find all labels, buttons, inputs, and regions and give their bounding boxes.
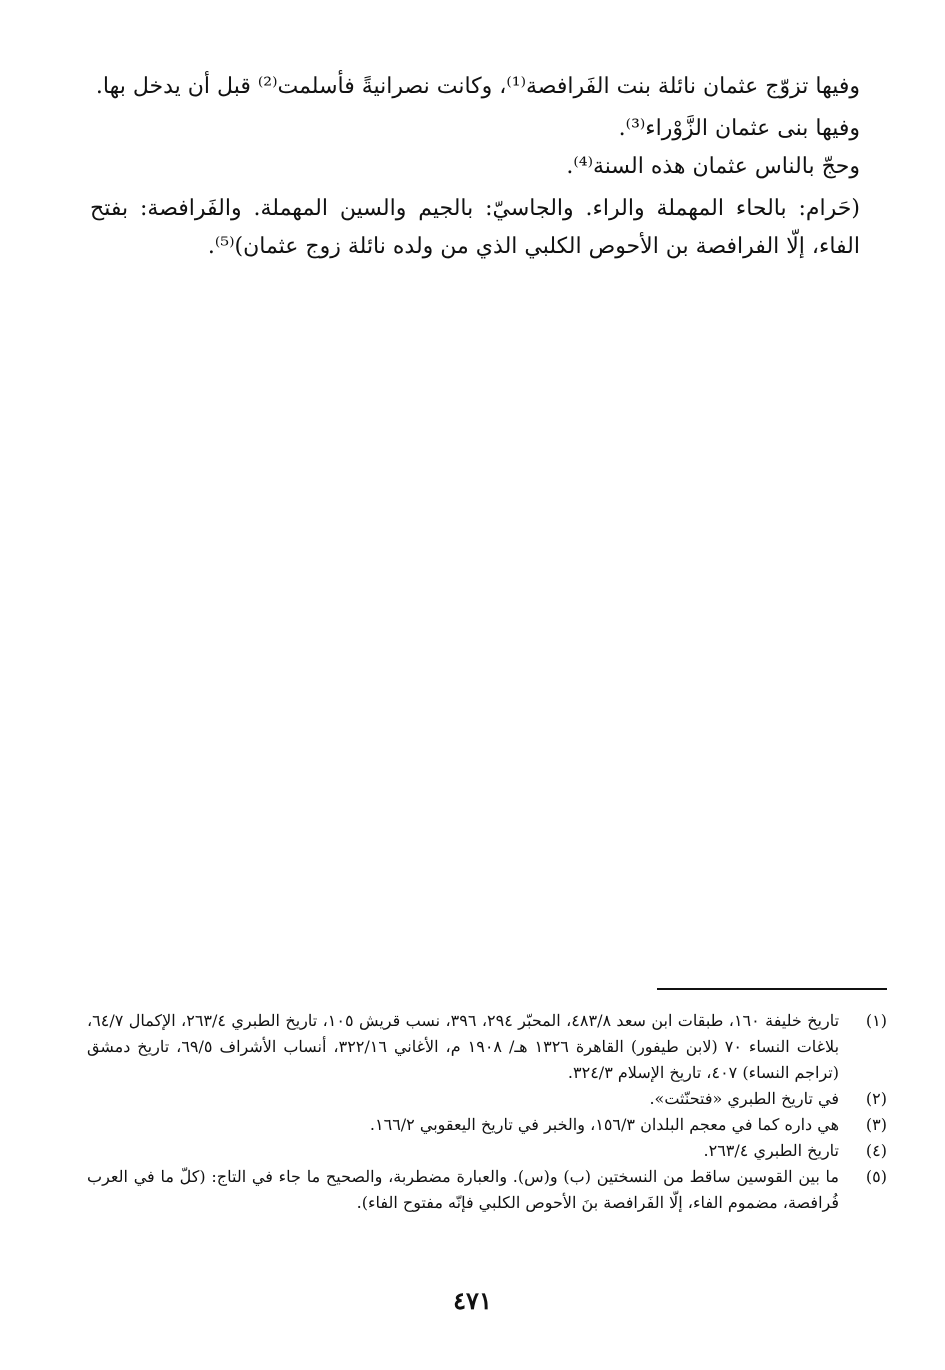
footnote-number: (٤) <box>865 1141 887 1160</box>
main-text-block <box>90 68 860 266</box>
footnote-number: (٥) <box>865 1167 887 1186</box>
footnote-3 <box>87 1112 887 1138</box>
paragraph-spelling-note: (حَرام: بالحاء المهملة والراء. والجاسيّ: بالجيم والسين المهملة. والفَرافصة: بفتح الفاء، إلّا الفرافصة بن الأحوص الكلبي الذي من ولده نائلة زوج عثمان)⁽⁵⁾. <box>90 196 860 259</box>
footnote-text: ما بين القوسين ساقط من النسختين (ب) و(س). والعبارة مضطربة، والصحيح ما جاء في التاج: (كلّ ما في العرب فُرافصة، مضموم الفاء، إلّا الفَرافصة بنَ الأحوص الكلبي فإنّه مفتوح الفاء). <box>87 1167 839 1212</box>
footnote-text: تاريخ خليفة ١٦٠، طبقات ابن سعد ٤٨٣/٨، المحبّر ٢٩٤، ٣٩٦، نسب قريش ١٠٥، تاريخ الطبري ٢٦٣/٤، الإكمال ٦٤/٧، بلاغات النساء ٧٠ (لابن طيفور) القاهرة ١٣٢٦ هـ/ ١٩٠٨ م، الأغاني ٣٢٢/١٦، أنساب الأشراف ٦٩/٥، تاريخ دمشق (تراجم النساء) ٤٠٧، تاريخ الإسلام ٣٢٤/٣. <box>87 1011 840 1082</box>
footnote-text: تاريخ الطبري ٢٦٣/٤. <box>703 1141 839 1160</box>
footnote-text: في تاريخ الطبري «فتحنّثت». <box>649 1089 839 1108</box>
paragraph-zawra: وفيها بنى عثمان الزَّوْراء⁽³⁾. <box>618 116 860 141</box>
paragraph-hajj: وحجّ بالناس عثمان هذه السنة⁽⁴⁾. <box>566 154 860 179</box>
footnote-1 <box>87 1008 887 1086</box>
footnote-number: (٢) <box>865 1089 887 1108</box>
footnote-5 <box>87 1164 887 1216</box>
page-number: ٤٧١ <box>453 1286 492 1315</box>
paragraph-marriage: وفيها تزوّج عثمان نائلة بنت الفَرافصة⁽¹⁾، وكانت نصرانيةً فأسلمت⁽²⁾ قبل أن يدخل بها. <box>95 74 860 99</box>
footnote-separator <box>657 988 887 990</box>
footnote-4 <box>87 1138 887 1164</box>
footnotes-section <box>87 1008 887 1216</box>
footnote-number: (١) <box>865 1011 887 1030</box>
footnote-text: هي داره كما في معجم البلدان ١٥٦/٣، والخبر في تاريخ اليعقوبي ١٦٦/٢. <box>369 1115 839 1134</box>
footnote-number: (٣) <box>865 1115 887 1134</box>
footnote-2 <box>87 1086 887 1112</box>
